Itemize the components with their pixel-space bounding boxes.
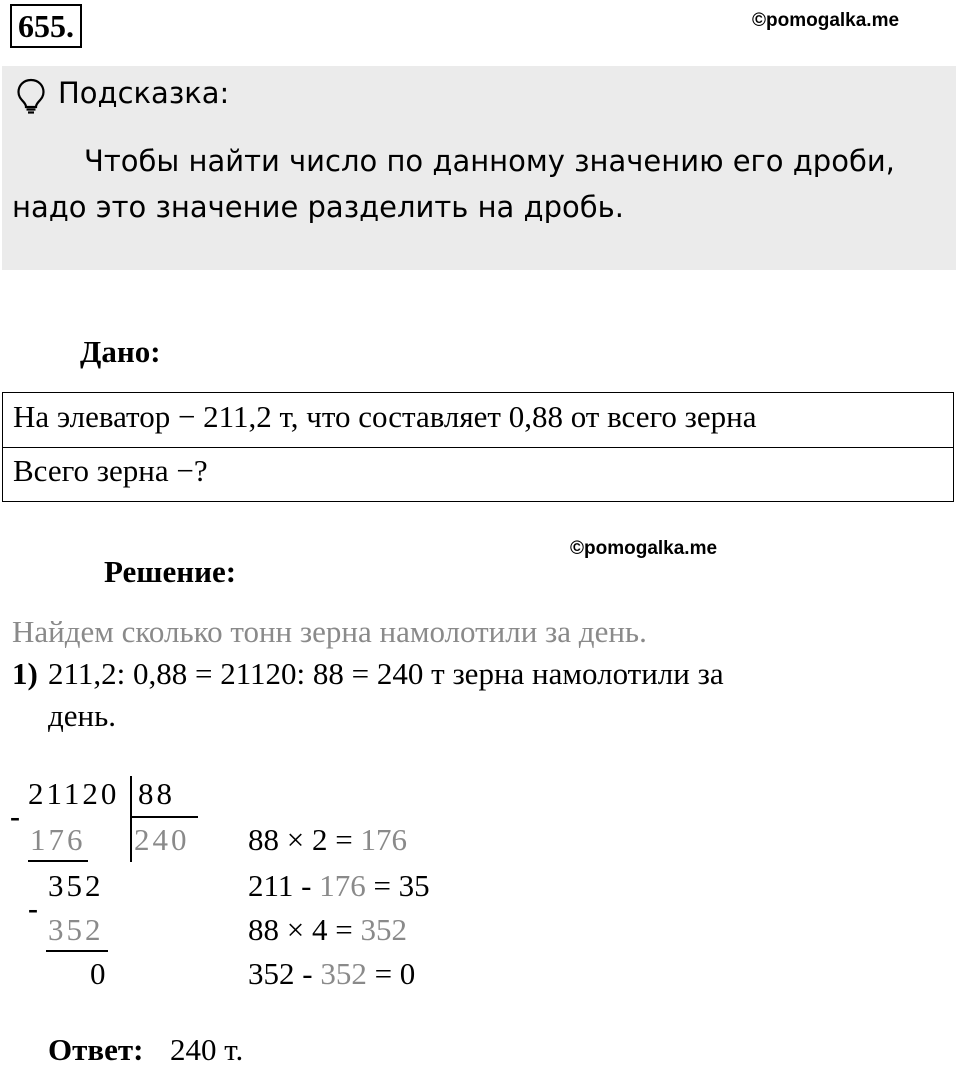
- answer-label: Ответ:: [48, 1032, 144, 1067]
- given-title: Дано:: [80, 334, 161, 369]
- ld-final-remainder: 0: [90, 956, 109, 991]
- ld-remainder-1: 352: [48, 868, 104, 903]
- ld-subtrahend-1: 176: [30, 822, 86, 857]
- ld-divisor: 88: [138, 776, 175, 811]
- ld-dividend: 21120: [28, 776, 120, 811]
- lightbulb-icon: [16, 78, 46, 114]
- calc-line-3: [248, 912, 407, 948]
- task-number: 655.: [10, 4, 82, 48]
- calc-2-expr: 211 -: [248, 868, 320, 903]
- calc-1-result: 176: [360, 822, 407, 857]
- given-row-question: [3, 447, 953, 501]
- ld-divisor-underline: [130, 816, 198, 818]
- ld-quotient: 240: [134, 822, 190, 857]
- calc-line-4: [248, 956, 415, 992]
- calc-1-expr: 88 × 2 =: [248, 822, 361, 857]
- ld-vertical-bar: [130, 776, 132, 862]
- calc-4-expr: 352 -: [248, 956, 321, 991]
- calc-2-subtrahend: 176: [319, 868, 366, 903]
- watermark-top: ©pomogalka.me: [752, 10, 900, 31]
- watermark-middle: ©pomogalka.me: [570, 538, 718, 559]
- hint-text-line1: Чтобы найти число по данному значению его дроби,: [84, 144, 895, 178]
- given-row-condition: [3, 393, 953, 448]
- ld-underline-1: [28, 860, 88, 862]
- calc-line-1: [248, 822, 407, 858]
- given-table: [2, 392, 954, 502]
- ld-minus-1: -: [10, 800, 20, 833]
- hint-text-line2: надо это значение разделить на дробь.: [12, 190, 624, 224]
- step-number: 1): [12, 656, 38, 691]
- calc-3-expr: 88 × 4 =: [248, 912, 361, 947]
- calc-line-2: [248, 868, 430, 904]
- given-condition-text: На элеватор − 211,2 т, что составляет 0,88 от всего зерна: [13, 399, 757, 434]
- ld-subtrahend-2: 352: [48, 912, 104, 947]
- solution-intro: Найдем сколько тонн зерна намолотили за день.: [12, 614, 647, 649]
- given-question-text: Всего зерна −?: [13, 453, 208, 488]
- hint-title: Подсказка:: [58, 76, 230, 110]
- step-text-line1: 211,2: 0,88 = 21120: 88 = 240 т зерна намолотили за: [48, 656, 724, 691]
- calc-4-subtrahend: 352: [320, 956, 367, 991]
- calc-2-result: = 35: [365, 868, 430, 903]
- ld-underline-2: [46, 950, 108, 952]
- ld-minus-2: -: [28, 892, 38, 925]
- step-text-line2: день.: [48, 698, 117, 733]
- calc-4-result: = 0: [366, 956, 416, 991]
- calc-3-result: 352: [360, 912, 407, 947]
- answer-value: 240 т.: [170, 1032, 244, 1067]
- solution-title: Решение:: [104, 554, 237, 589]
